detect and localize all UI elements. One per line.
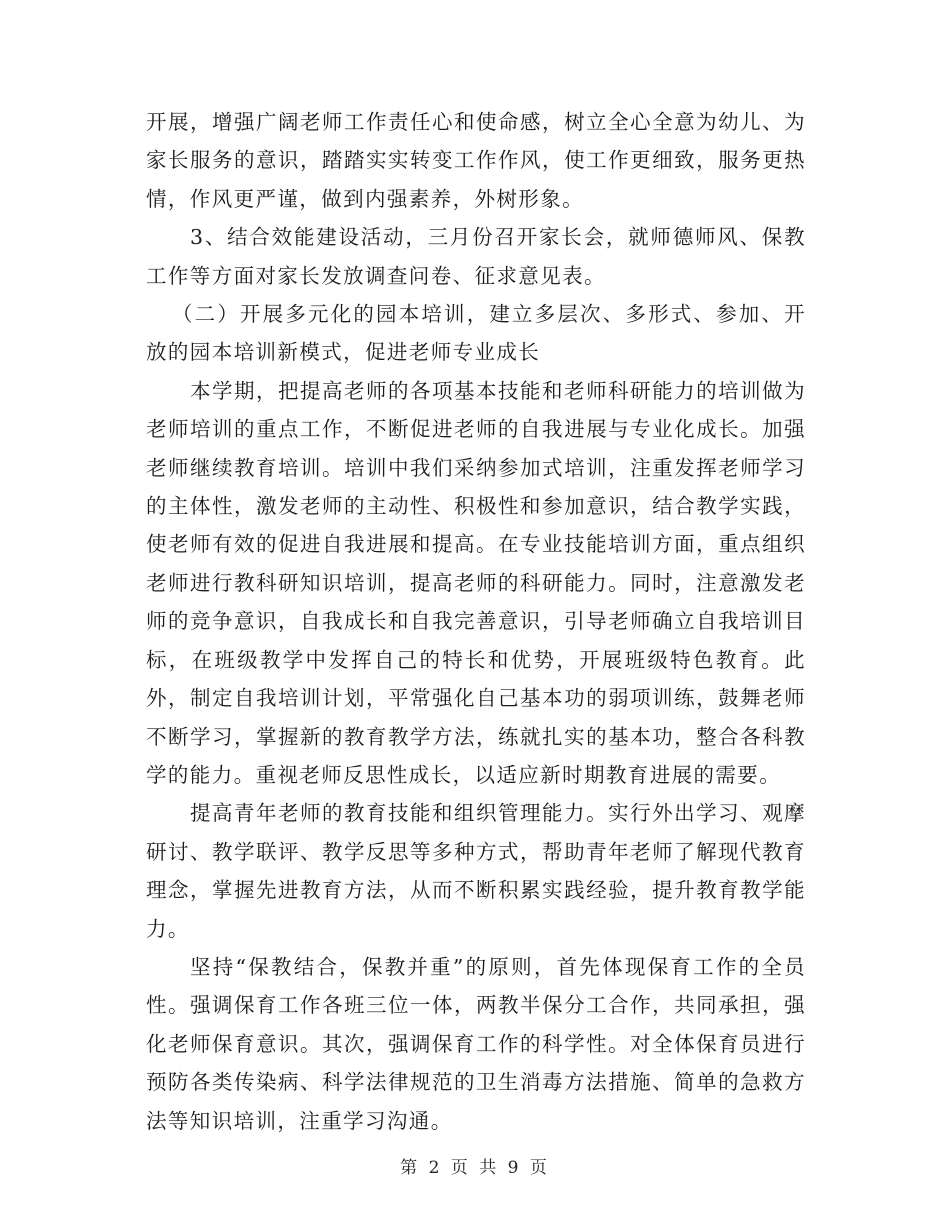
paragraph-care-education: 坚持“保教结合，保教并重”的原则，首先体现保育工作的全员性。强调保育工作各班三位一体，两教半保分工合作，共同承担，强化老师保育意识。其次，强调保育工作的科学性。对全体保育员进行预防各类传染病、科学法律规范的卫生消毒方法措施、简单的急救方法等知识培训，注重学习沟通。 [146,954,806,1133]
paragraph-item-3: 3、结合效能建设活动，三月份召开家长会，就师德师风、保教工作等方面对家长发放调查问卷、征求意见表。 [146,225,806,288]
paragraph-training: 本学期，把提高老师的各项基本技能和老师科研能力的培训做为老师培训的重点工作，不断促进老师的自我进展与专业化成长。加强老师继续教育培训。培训中我们采纳参加式培训，注重发挥老师学习的主体性，激发老师的主动性、积极性和参加意识，结合教学实践，使老师有效的促进自我进展和提高。在专业技能培训方面，重点组织老师进行教科研知识培训，提高老师的科研能力。同时，注意激发老师的竞争意识，自我成长和自我完善意识，引导老师确立自我培训目标，在班级教学中发挥自己的特长和优势，开展班级特色教育。此外，制定自我培训计划，平常强化自己基本功的弱项训练，鼓舞老师不断学习，掌握新的教育教学方法，练就扎实的基本功，整合各科教学的能力。重视老师反思性成长，以适应新时期教育进展的需要。 [146,378,806,787]
document-body [146,103,806,1140]
page-number-footer: 第 2 页 共 9 页 [400,1158,550,1178]
section-heading-2: （二）开展多元化的园本培训，建立多层次、多形式、参加、开放的园本培训新模式，促进老师专业成长 [146,302,806,365]
paragraph-continuation: 开展，增强广阔老师工作责任心和使命感，树立全心全意为幼儿、为家长服务的意识，踏踏实实转变工作作风，使工作更细致，服务更热情，作风更严谨，做到内强素养，外树形象。 [146,110,806,211]
paragraph-young-teachers: 提高青年老师的教育技能和组织管理能力。实行外出学习、观摩研讨、教学联评、教学反思等多种方式，帮助青年老师了解现代教育理念，掌握先进教育方法，从而不断积累实践经验，提升教育教学能力。 [146,801,806,941]
